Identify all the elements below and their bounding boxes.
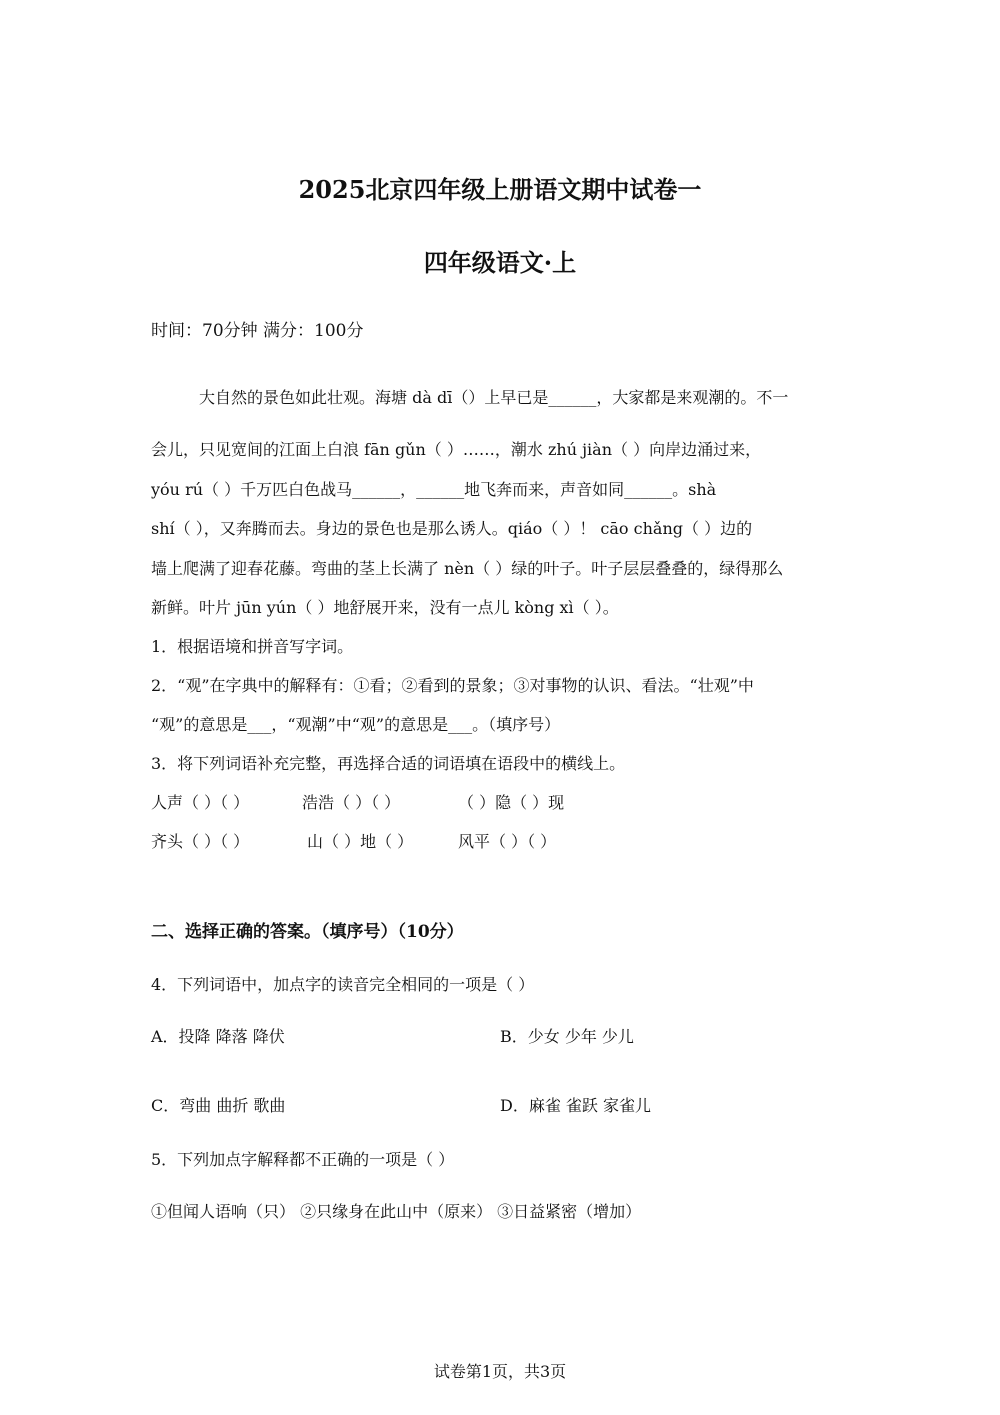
question-4-option-b: B．少女 少年 少儿 [500, 1027, 634, 1046]
idiom-blank: 山（ ）地（ ） [307, 832, 414, 851]
question-4-option-a: A．投降 降落 降伏 [151, 1027, 285, 1046]
question-4: 4．下列词语中，加点字的读音完全相同的一项是（ ） [151, 975, 535, 994]
idiom-blank: 人声（ ）（ ） [151, 793, 250, 812]
idiom-blank: 齐头（ ）（ ） [151, 832, 250, 851]
question-2-line-1: 2．“观”在字典中的解释有：①看；②看到的景象；③对事物的认识、看法。“壮观”中 [151, 676, 754, 695]
question-5: 5．下列加点字解释都不正确的一项是（ ） [151, 1150, 455, 1169]
question-4-option-d: D．麻雀 雀跃 家雀儿 [500, 1096, 652, 1115]
question-1: 1．根据语境和拼音写字词。 [151, 637, 354, 656]
passage-line: yóu rú（ ）千万匹白色战马______，______地飞奔而来，声音如同______。shà [151, 480, 717, 499]
idiom-blank: 风平（ ）（ ） [458, 832, 557, 851]
passage-line: 墙上爬满了迎春花藤。弯曲的茎上长满了 nèn（ ）绿的叶子。叶子层层叠叠的，绿得那么 [151, 559, 784, 578]
question-2-line-2: “观”的意思是___，“观潮”中“观”的意思是___。（填序号） [151, 715, 561, 734]
passage-line: 大自然的景色如此壮观。海塘 dà dī（）上早已是______，大家都是来观潮的。不一 [199, 388, 789, 407]
section-2-heading: 二、选择正确的答案。（填序号）（10分） [151, 922, 464, 942]
idiom-blank: 浩浩（ ）（ ） [302, 793, 401, 812]
question-4-option-c: C．弯曲 曲折 歌曲 [151, 1096, 286, 1115]
passage-line: 新鲜。叶片 jūn yún（ ）地舒展开来，没有一点儿 kòng xì（ ）。 [151, 598, 619, 617]
passage-line: 会儿，只见宽间的江面上白浪 fān gǔn（ ）……，潮水 zhú jiàn（ ）向岸边涌过来， [151, 440, 762, 459]
passage-line: shí（ ），又奔腾而去。身边的景色也是那么诱人。qiáo（ ）！ cāo chǎng（ ）边的 [151, 519, 753, 538]
question-5-items: ①但闻人语响（只） ②只缘身在此山中（原来） ③日益紧密（增加） [151, 1202, 642, 1221]
document-subtitle: 四年级语文·上 [423, 248, 577, 277]
idiom-blank: （ ）隐（ ）现 [458, 793, 565, 812]
exam-meta: 时间：70分钟 满分：100分 [151, 321, 364, 341]
question-3: 3．将下列词语补充完整，再选择合适的词语填在语段中的横线上。 [151, 754, 626, 773]
page-footer: 试卷第1页，共3页 [433, 1362, 567, 1381]
document-title: 2025北京四年级上册语文期中试卷一 [298, 175, 702, 204]
